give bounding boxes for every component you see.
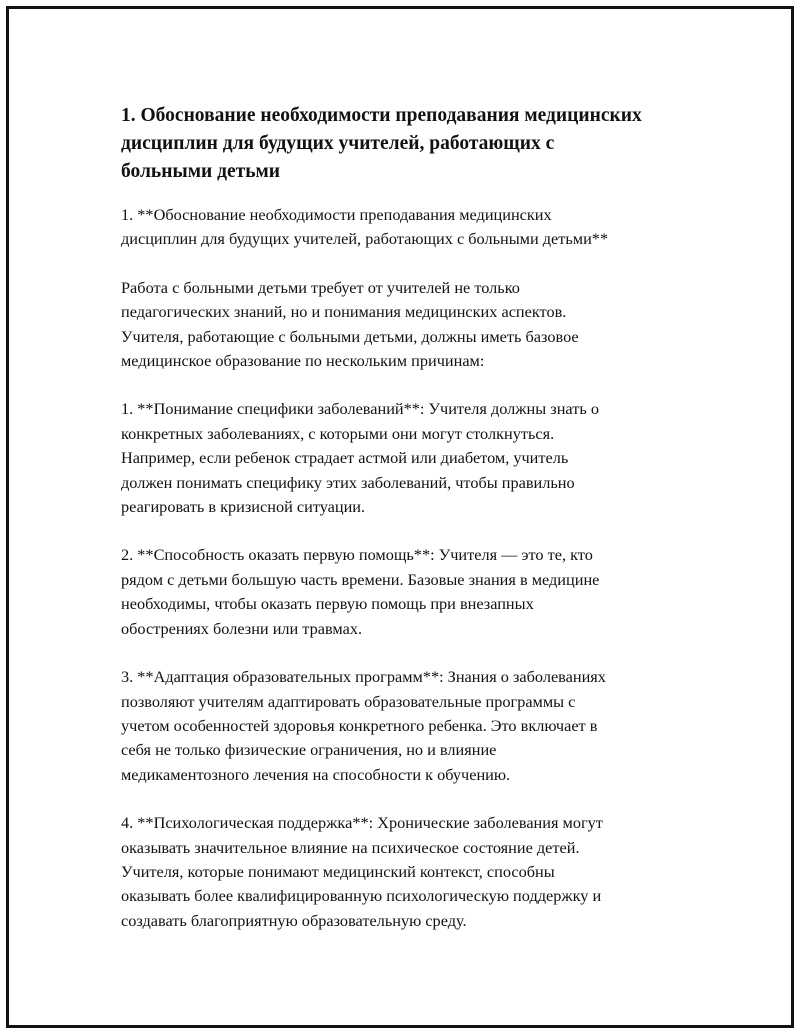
text-line: должен понимать специфику этих заболеваний, чтобы правильно (121, 472, 575, 492)
text-line: 2. **Способность оказать первую помощь**: Учителя — это те, кто (121, 545, 593, 565)
document-body (121, 102, 711, 957)
document-heading (121, 102, 711, 186)
text-line: оказывать более квалифицированную психологическую поддержку и (121, 886, 602, 906)
text-line: рядом с детьми большую часть времени. Базовые знания в медицине (121, 569, 600, 589)
text-line: учетом особенностей здоровья конкретного ребенка. Это включает в (121, 715, 598, 735)
text-line: реагировать в кризисной ситуации. (121, 497, 366, 517)
text-line: конкретных заболеваниях, с которыми они могут столкнуться. (121, 423, 555, 443)
text-line: 1. **Понимание специфики заболеваний**: Учителя должны знать о (121, 399, 599, 419)
text-line: Например, если ребенок страдает астмой или диабетом, учитель (121, 448, 569, 468)
text-line: Работа с больными детьми требует от учителей не только (121, 277, 520, 297)
text-line: дисциплин для будущих учителей, работающих с больными детьми** (121, 229, 609, 249)
text-line: необходимы, чтобы оказать первую помощь при внезапных (121, 594, 534, 614)
page-frame (6, 6, 794, 1028)
paragraph-item-1 (121, 397, 711, 519)
text-line: педагогических знаний, но и понимания медицинских аспектов. (121, 302, 567, 322)
text-line: Учителя, которые понимают медицинский контекст, способны (121, 861, 555, 881)
text-line: медицинское образование по нескольким причинам: (121, 351, 485, 371)
paragraph-item-4 (121, 811, 711, 933)
text-line: создавать благоприятную образовательную среду. (121, 910, 467, 930)
text-line: оказывать значительное влияние на психическое состояние детей. (121, 837, 580, 857)
text-line: медикаментозного лечения на способности к обучению. (121, 764, 511, 784)
heading-line: дисциплин для будущих учителей, работающих с (121, 133, 555, 154)
text-line: Учителя, работающие с больными детьми, должны иметь базовое (121, 326, 579, 346)
text-line: 3. **Адаптация образовательных программ**: Знания о заболеваниях (121, 667, 606, 687)
text-line: 1. **Обоснование необходимости преподавания медицинских (121, 205, 552, 224)
text-line: обострениях болезни или травмах. (121, 618, 363, 638)
heading-line: 1. Обоснование необходимости преподавания медицинских (121, 105, 642, 126)
text-line: 4. **Психологическая поддержка**: Хронические заболевания могут (121, 813, 603, 833)
text-line: позволяют учителям адаптировать образовательные программы с (121, 691, 576, 711)
text-line: себя не только физические ограничения, но и влияние (121, 740, 497, 760)
paragraph-item-2 (121, 543, 711, 641)
paragraph-item-3 (121, 665, 711, 787)
paragraph-intro (121, 276, 711, 374)
paragraph-title-repeat (121, 203, 711, 252)
heading-line: больными детьми (121, 161, 281, 182)
